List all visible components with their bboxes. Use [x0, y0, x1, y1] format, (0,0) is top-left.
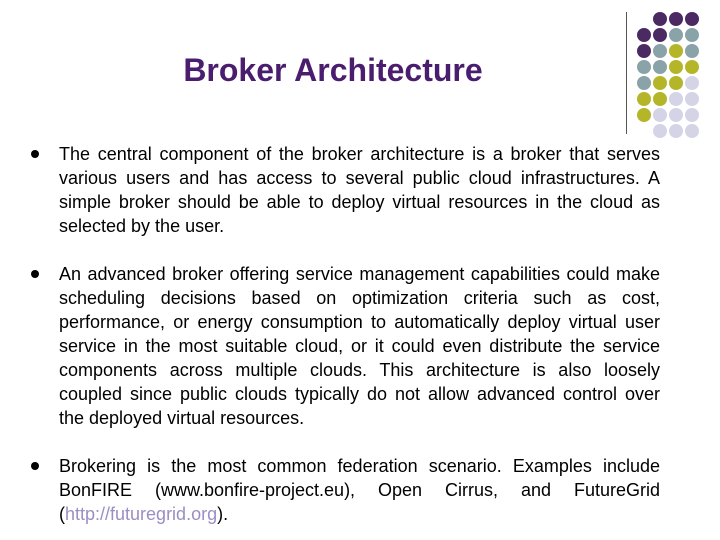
slide-title: Broker Architecture — [183, 52, 483, 88]
decorative-dot — [685, 76, 699, 90]
bullet-item — [30, 262, 660, 430]
bullet-text: Brokering is the most common federation scenario. Examples include BonFIRE (www.bonfire-project.eu), Open Cirrus, and FutureGrid ( — [59, 456, 660, 524]
decorative-dot — [669, 12, 683, 26]
decorative-dot — [669, 124, 683, 138]
decorative-dot — [653, 108, 667, 122]
decorative-dot — [685, 44, 699, 58]
decorative-dot — [669, 44, 683, 58]
futuregrid-link[interactable]: http://futuregrid.org — [65, 504, 218, 524]
bullet-dot-icon — [31, 270, 39, 278]
decorative-dot — [653, 12, 667, 26]
decorative-dot — [637, 108, 651, 122]
decorative-dot — [685, 92, 699, 106]
decorative-dot — [685, 124, 699, 138]
decorative-dot — [669, 76, 683, 90]
decorative-dot — [637, 28, 651, 42]
decorative-dot — [685, 28, 699, 42]
bullet-list — [30, 142, 660, 540]
decorative-dot — [653, 92, 667, 106]
bullet-dot-icon — [31, 462, 39, 470]
decorative-dot — [669, 60, 683, 74]
bullet-text: An advanced broker offering service management capabilities could make scheduling decisions based on optimization criteria such as cost, performance, or energy consumption to automatically deploy virtual user service in the most suitable cloud, or it could even distribute the service components across multiple clouds. This architecture is also loosely coupled since public clouds typically do not allow advanced control over the deployed virtual resources. — [59, 264, 660, 428]
bullet-item — [30, 142, 660, 238]
bullet-dot-icon — [31, 150, 39, 158]
bullet-text-end: ). — [217, 504, 229, 524]
decorative-dot — [669, 92, 683, 106]
decorative-dot — [685, 12, 699, 26]
decorative-dot — [669, 108, 683, 122]
decorative-dot — [653, 124, 667, 138]
decorative-dot — [669, 28, 683, 42]
decorative-dot — [685, 60, 699, 74]
decorative-dot — [637, 92, 651, 106]
bullet-item — [30, 454, 660, 526]
decorative-dot — [685, 108, 699, 122]
decorative-dot — [653, 28, 667, 42]
bullet-text: The central component of the broker architecture is a broker that serves various users and has access to several public cloud infrastructures. A simple broker should be able to deploy virtual resources in the cloud as selected by the user. — [59, 144, 660, 236]
